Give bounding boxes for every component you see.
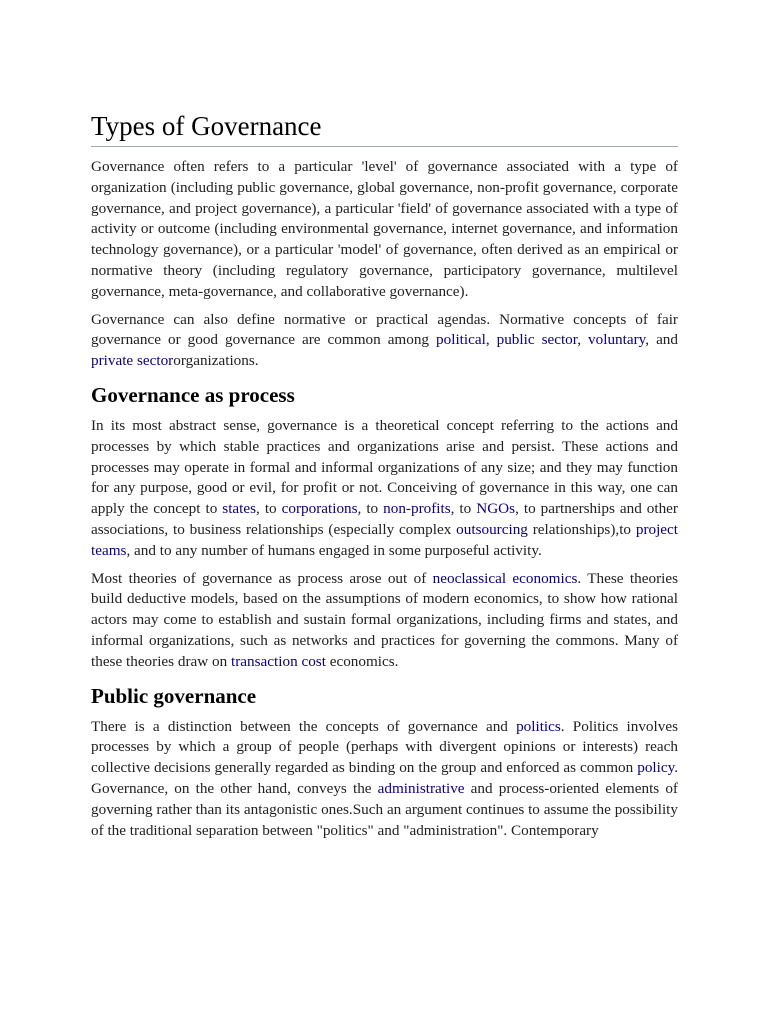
link-transaction-cost[interactable]: transaction cost	[231, 652, 326, 670]
link-public-sector[interactable]: public sector	[496, 331, 578, 349]
link-neoclassical-economics[interactable]: neoclassical economics	[432, 569, 578, 587]
link-non-profits[interactable]: non-profits	[383, 500, 451, 518]
text: . Governance, on the other hand, conveys the	[91, 759, 678, 797]
heading-governance-as-process: Governance as process	[91, 382, 295, 407]
document-page	[91, 108, 678, 848]
text: , and to any number of humans engaged in some purposeful activity.	[126, 541, 542, 559]
paragraph-types: Governance often refers to a particular 'level' of governance associated with a type of organization (including public governance, global governance, non-profit governance, corporate governance, and project governance), a particular 'field' of governance associated with a type of activity or outcome (including environmental governance, internet governance, and information technology governance), or a particular 'model' of governance, often derived as an empirical or normative theory (including regulatory governance, participatory governance, multilevel governance, meta-governance, and collaborative governance).	[91, 158, 678, 300]
text: , to	[357, 500, 384, 518]
text: . These theories build deductive models, based on the assumptions of modern economics, to show how rational actors may come to establish and sustain formal organizations, including firms and states, and informal organizations, such as networks and practices for governing the commons. Many of these theories draw on	[91, 569, 678, 670]
link-ngos[interactable]: NGOs	[476, 500, 516, 518]
text: There is a distinction between the concepts of governance and	[91, 717, 517, 735]
text: , and	[645, 331, 678, 349]
text: ,	[577, 331, 589, 349]
paragraph-abstract-sense	[91, 416, 678, 562]
text: relationships),to	[527, 520, 636, 538]
link-states[interactable]: states	[222, 500, 257, 518]
text: , to	[450, 500, 477, 518]
paragraph-politics	[91, 717, 678, 842]
link-administrative[interactable]: administrative	[377, 779, 465, 797]
text: organizations.	[173, 352, 259, 370]
text: and process-oriented elements of governing rather than its antagonistic ones.Such an argument continues to assume the possibility of the traditional separation between "politics" and "administration". Contemporary	[91, 779, 678, 839]
text: economics.	[325, 652, 399, 670]
link-politics[interactable]: politics	[516, 717, 561, 735]
text: , to partnerships and other associations, to business relationships (especially complex	[91, 500, 678, 538]
text: In its most abstract sense, governance is a theoretical concept referring to the actions and processes by which stable practices and organizations arise and persist. These actions and processes may operate in formal and informal organizations of any size; and they may function for any purpose, good or evil, for profit or not. Conceiving of governance in this way, one can apply the concept to	[91, 416, 678, 518]
text: Most theories of governance as process arose out of	[91, 569, 433, 587]
text: , to	[256, 500, 282, 518]
link-voluntary[interactable]: voluntary	[588, 331, 646, 349]
text: . Politics involves processes by which a group of people (perhaps with divergent opinions or interests) reach collective decisions generally regarded as binding on the group and enforced as common	[91, 717, 678, 777]
link-corporations[interactable]: corporations	[281, 500, 358, 518]
link-political[interactable]: political	[436, 331, 486, 349]
paragraph-theories	[91, 569, 678, 673]
link-private-sector[interactable]: private sector	[91, 352, 174, 370]
page-title: Types of Governance	[91, 108, 678, 147]
link-outsourcing[interactable]: outsourcing	[456, 520, 528, 538]
text: ,	[485, 331, 497, 349]
text: Governance can also define normative or practical agendas. Normative concepts of fair governance or good governance are common among	[91, 310, 678, 349]
heading-public-governance: Public governance	[91, 683, 257, 708]
link-project-teams[interactable]: project teams	[91, 520, 679, 559]
link-policy[interactable]: policy	[637, 759, 675, 777]
paragraph-normative	[91, 310, 678, 372]
